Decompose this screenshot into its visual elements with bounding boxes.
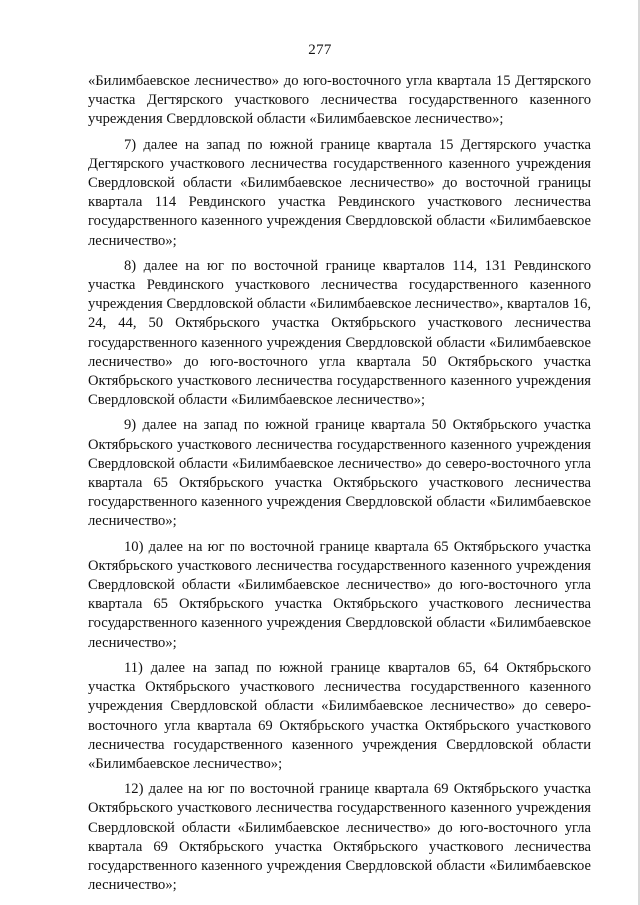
paragraph-item-10: 10) далее на юг по восточной границе квартала 65 Октябрьского участка Октябрьского участкового лесничества государственного казенного учреждения Свердловской области «Билимбаевское лесничество» до юго-восточного угла квартала 65 Октябрьского участка Октябрьского участкового лесничества государственного казенного учреждения Свердловской области «Билимбаевское лесничество»; [88, 538, 591, 651]
page-number: 277 [308, 42, 332, 58]
paragraph-item-7: 7) далее на запад по южной границе квартала 15 Дегтярского участка Дегтярского участкового лесничества государственного казенного учреждения Свердловской области «Билимбаевское лесничество» до восточной границы квартала 114 Ревдинского участка Ревдинского участкового лесничества государственного казенного учреждения Свердловской области «Билимбаевское лесничество»; [88, 136, 591, 249]
paragraph-continuation: «Билимбаевское лесничество» до юго-восточного угла квартала 15 Дегтярского участка Дегтярского участкового лесничества государственного казенного учреждения Свердловской области «Билимбаевское лесничество»; [88, 73, 591, 128]
paragraph-item-8: 8) далее на юг по восточной границе кварталов 114, 131 Ревдинского участка Ревдинского участкового лесничества государственного казенного учреждения Свердловской области «Билимбаевское лесничество», кварталов 16, 24, 44, 50 Октябрьского участка Октябрьского участкового лесничества государственного казенного учреждения Свердловской области «Билимбаевское лесничество» до юго-восточного угла квартала 50 Октябрьского участка Октябрьского участкового лесничества государственного казенного учреждения Свердловской области «Билимбаевское лесничество»; [88, 257, 591, 409]
document-body [88, 72, 591, 901]
paragraph-item-12: 12) далее на юг по восточной границе квартала 69 Октябрьского участка Октябрьского участкового лесничества государственного казенного учреждения Свердловской области «Билимбаевское лесничество» до юго-восточного угла квартала 69 Октябрьского участка Октябрьского участкового лесничества государственного казенного учреждения Свердловской области «Билимбаевское лесничество»; [88, 781, 591, 894]
paragraph-item-11: 11) далее на запад по южной границе кварталов 65, 64 Октябрьского участка Октябрьского участкового лесничества государственного казенного учреждения Свердловской области «Билимбаевское лесничество» до северо-восточного угла квартала 69 Октябрьского участка Октябрьского участкового лесничества государственного казенного учреждения Свердловской области «Билимбаевское лесничество»; [88, 659, 591, 772]
paragraph-item-9: 9) далее на запад по южной границе квартала 50 Октябрьского участка Октябрьского участкового лесничества государственного казенного учреждения Свердловской области «Билимбаевское лесничество» до северо-восточного угла квартала 65 Октябрьского участка Октябрьского участкового лесничества государственного казенного учреждения Свердловской области «Билимбаевское лесничество»; [88, 417, 591, 530]
